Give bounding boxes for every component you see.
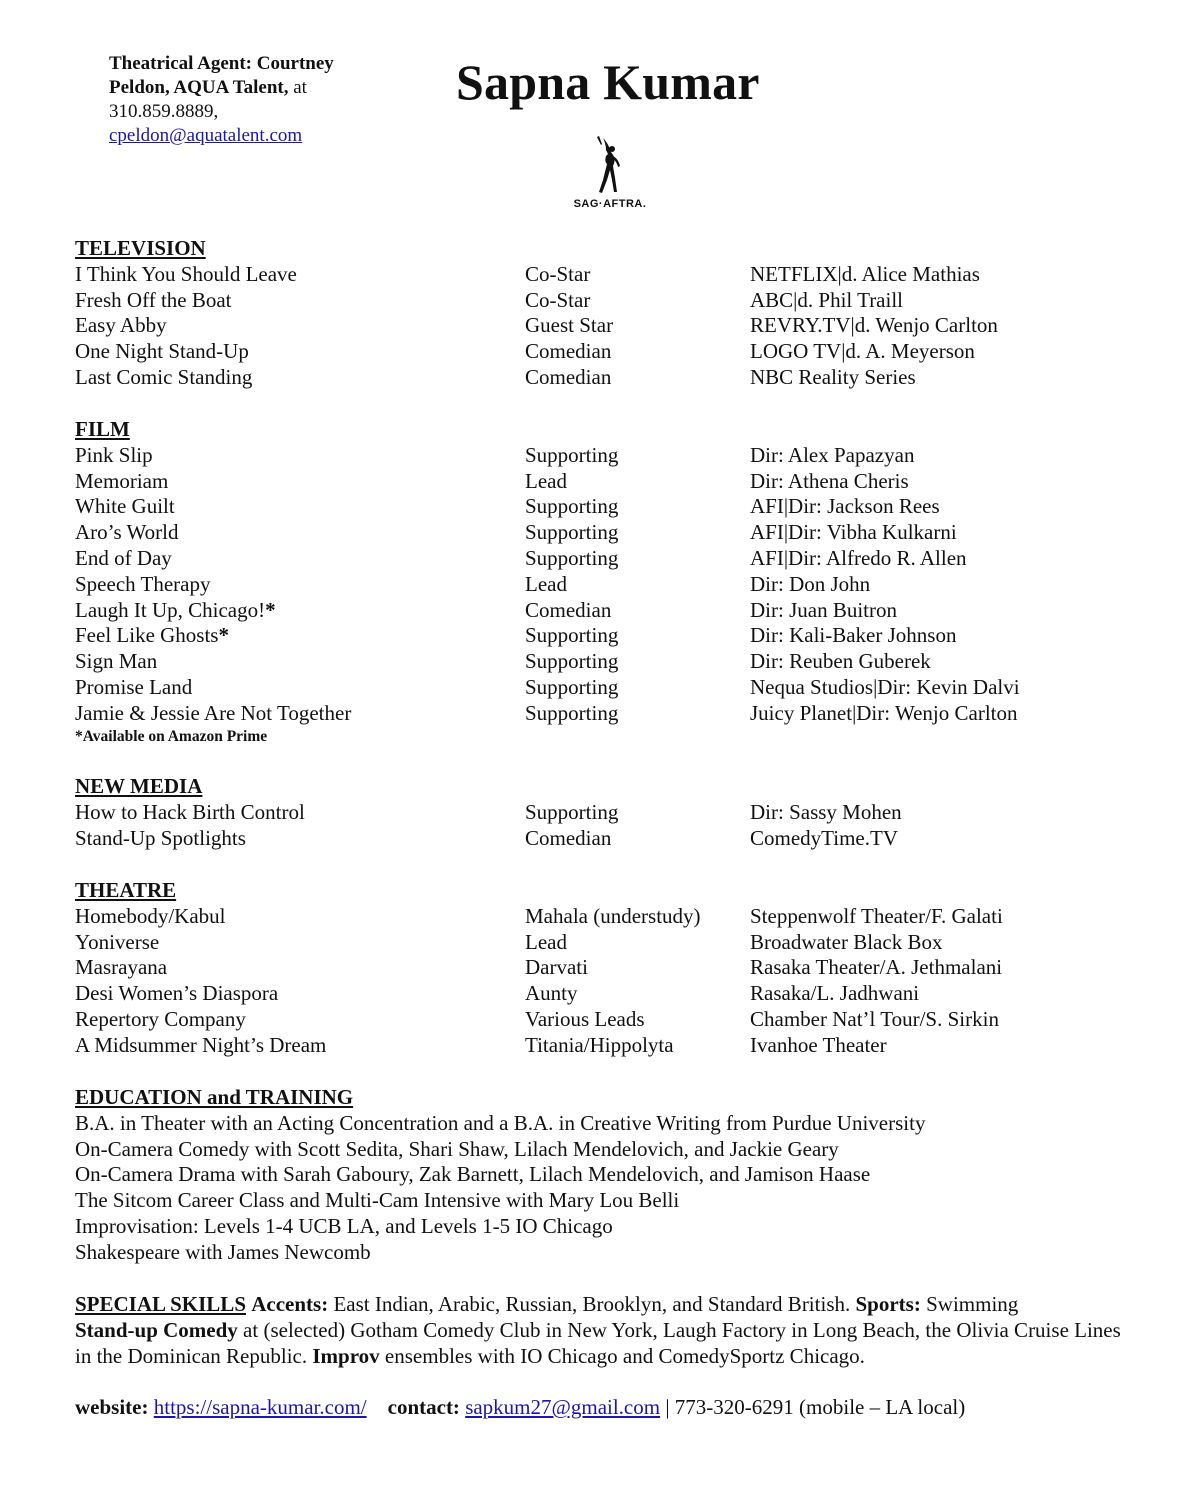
agent-line-2: Peldon, AQUA Talent,: [109, 77, 289, 98]
credit-role: Lead: [525, 571, 567, 596]
credit-title: White Guilt: [75, 494, 175, 519]
credit-title: Promise Land: [75, 674, 193, 699]
credit-network: REVRY.TV|d. Wenjo Carlton: [750, 313, 998, 338]
credit-title: Last Comic Standing: [75, 364, 253, 389]
credit-row: [75, 826, 1165, 852]
agent-line-2-rest: at: [288, 77, 307, 98]
credit-title: End of Day: [75, 545, 172, 570]
contact-footer: [75, 1394, 965, 1420]
credit-row: [75, 1007, 1165, 1033]
education-section: [75, 1085, 1165, 1266]
credit-row: [75, 701, 1165, 727]
credit-network: LOGO TV|d. A. Meyerson: [750, 339, 975, 364]
improv-text: ensembles with IO Chicago and ComedySportz Chicago.: [379, 1343, 865, 1368]
education-line: On-Camera Comedy with Scott Sedita, Shari Shaw, Lilach Mendelovich, and Jackie Geary: [75, 1136, 839, 1161]
credit-director: Dir: Don John: [750, 571, 871, 596]
education-line: Shakespeare with James Newcomb: [75, 1239, 371, 1264]
sag-aftra-figure-icon: [593, 136, 627, 196]
credit-row: [75, 598, 1165, 624]
sag-aftra-label: SAG·AFTRA.: [573, 198, 647, 210]
actor-name: Sapna Kumar: [456, 54, 760, 110]
credit-network: NBC Reality Series: [750, 364, 916, 389]
credit-row: [75, 469, 1165, 495]
sports-text: Swimming: [920, 1292, 1019, 1316]
credit-role: Lead: [525, 929, 567, 954]
credit-venue: Rasaka/L. Jadhwani: [750, 981, 920, 1006]
contact-label: contact:: [387, 1395, 460, 1419]
credit-title: A Midsummer Night’s Dream: [75, 1032, 327, 1057]
credit-title: Fresh Off the Boat: [75, 287, 232, 312]
credit-row: [75, 262, 1165, 288]
agent-line-1: Theatrical Agent: Courtney: [109, 53, 334, 74]
credit-venue: Broadwater Black Box: [750, 929, 943, 954]
credit-venue: Ivanhoe Theater: [750, 1032, 887, 1057]
television-list: [75, 262, 1165, 391]
credit-director: AFI|Dir: Jackson Rees: [750, 494, 940, 519]
credit-title: Speech Therapy: [75, 571, 211, 596]
credit-director: Dir: Reuben Guberek: [750, 649, 931, 674]
credit-row: [75, 288, 1165, 314]
education-line: The Sitcom Career Class and Multi-Cam Intensive with Mary Lou Belli: [75, 1188, 680, 1213]
credit-director: AFI|Dir: Alfredo R. Allen: [750, 545, 967, 570]
credit-role: Supporting: [525, 674, 619, 699]
credit-title: Yoniverse: [75, 929, 160, 954]
credit-venue: Steppenwolf Theater/F. Galati: [750, 903, 1003, 928]
website-label: website:: [75, 1395, 149, 1419]
credit-title: I Think You Should Leave: [75, 261, 297, 286]
agent-email-link[interactable]: cpeldon@aquatalent.com: [109, 125, 303, 146]
credit-role: Supporting: [525, 649, 619, 674]
television-section: [75, 236, 1165, 391]
credit-director: ComedyTime.TV: [750, 825, 898, 850]
credit-row: [75, 649, 1165, 675]
credit-row: [75, 443, 1165, 469]
theatre-list: [75, 904, 1165, 1059]
credit-venue: Chamber Nat’l Tour/S. Sirkin: [750, 1006, 999, 1031]
credit-title: Repertory Company: [75, 1006, 246, 1031]
credit-network: ABC|d. Phil Traill: [750, 287, 904, 312]
credit-director: AFI|Dir: Vibha Kulkarni: [750, 520, 957, 545]
credit-row: [75, 313, 1165, 339]
credit-role: Aunty: [525, 981, 578, 1006]
theatre-section: [75, 878, 1165, 1059]
credit-director: Dir: Kali-Baker Johnson: [750, 623, 957, 648]
credit-role: Supporting: [525, 700, 619, 725]
credit-role: Titania/Hippolyta: [525, 1032, 674, 1057]
credit-role: Various Leads: [525, 1006, 645, 1031]
credit-role: Lead: [525, 468, 567, 493]
credit-title: How to Hack Birth Control: [75, 799, 305, 824]
credit-venue: Rasaka Theater/A. Jethmalani: [750, 955, 1003, 980]
standup-label: Stand-up Comedy: [75, 1317, 238, 1342]
credit-title: Stand-Up Spotlights: [75, 825, 246, 850]
credit-row: [75, 520, 1165, 546]
credit-director: Juicy Planet|Dir: Wenjo Carlton: [750, 700, 1018, 725]
credit-role: Supporting: [525, 442, 619, 467]
special-skills-section: [75, 1292, 1135, 1369]
credit-row: [75, 494, 1165, 520]
agent-info: [109, 52, 379, 148]
credit-role: Supporting: [525, 494, 619, 519]
film-heading: FILM: [75, 417, 130, 441]
contact-email-link[interactable]: sapkum27@gmail.com: [465, 1395, 661, 1419]
credit-role: Supporting: [525, 799, 619, 824]
credit-role: Guest Star: [525, 313, 614, 338]
education-line: Improvisation: Levels 1-4 UCB LA, and Levels 1-5 IO Chicago: [75, 1213, 613, 1238]
credit-role: Comedian: [525, 825, 612, 850]
credit-title: Homebody/Kabul: [75, 903, 226, 928]
credit-director: Dir: Alex Papazyan: [750, 442, 915, 467]
credit-role: Comedian: [525, 364, 612, 389]
sports-label: Sports:: [855, 1292, 921, 1316]
credit-row: [75, 1033, 1165, 1059]
film-section: [75, 417, 1165, 747]
credit-title: One Night Stand-Up: [75, 339, 249, 364]
credit-title: Desi Women’s Diaspora: [75, 981, 279, 1006]
sag-aftra-logo: [560, 136, 660, 210]
credit-role: Supporting: [525, 623, 619, 648]
credit-role: Co-Star: [525, 261, 591, 286]
accents-text: East Indian, Arabic, Russian, Brooklyn, and Standard British.: [328, 1292, 856, 1316]
credit-role: Supporting: [525, 545, 619, 570]
credit-title: Sign Man: [75, 649, 158, 674]
credit-row: [75, 800, 1165, 826]
amazon-prime-note: *Available on Amazon Prime: [75, 727, 268, 745]
credit-network: NETFLIX|d. Alice Mathias: [750, 261, 980, 286]
credit-director: Nequa Studios|Dir: Kevin Dalvi: [750, 674, 1020, 699]
special-skills-heading: SPECIAL SKILLS: [75, 1292, 246, 1316]
theatre-heading: THEATRE: [75, 878, 177, 902]
credit-title: Pink Slip: [75, 442, 153, 467]
education-line: On-Camera Drama with Sarah Gaboury, Zak Barnett, Lilach Mendelovich, and Jamison Haase: [75, 1162, 871, 1187]
credit-role: Darvati: [525, 955, 588, 980]
credit-row: [75, 365, 1165, 391]
credit-row: [75, 339, 1165, 365]
accents-label: Accents:: [251, 1292, 329, 1316]
credit-row: [75, 930, 1165, 956]
credit-title: Aro’s World: [75, 520, 179, 545]
contact-phone: | 773-320-6291 (mobile – LA local): [660, 1395, 966, 1419]
education-heading: EDUCATION and TRAINING: [75, 1085, 354, 1109]
standup-text: at (selected) Gotham Comedy Club in New York, Laugh Factory in Long Beach, the Olivia Cruise Lines in the Dominican Republic.: [75, 1317, 1121, 1368]
television-heading: TELEVISION: [75, 236, 206, 260]
new-media-list: [75, 800, 1165, 852]
credit-role: Supporting: [525, 520, 619, 545]
credit-title: Memoriam: [75, 468, 169, 493]
agent-phone: 310.859.8889,: [109, 101, 219, 122]
credit-title: Laugh It Up, Chicago!*: [75, 597, 276, 622]
credit-title: Jamie & Jessie Are Not Together: [75, 700, 352, 725]
credit-row: [75, 981, 1165, 1007]
improv-label: Improv: [312, 1343, 380, 1368]
credit-role: Comedian: [525, 597, 612, 622]
credit-role: Co-Star: [525, 287, 591, 312]
website-link[interactable]: https://sapna-kumar.com/: [153, 1395, 367, 1419]
film-list: [75, 443, 1165, 727]
credit-row: [75, 623, 1165, 649]
credit-row: [75, 904, 1165, 930]
credit-title: Feel Like Ghosts*: [75, 623, 229, 648]
new-media-heading: NEW MEDIA: [75, 774, 203, 798]
credit-row: [75, 955, 1165, 981]
credit-row: [75, 675, 1165, 701]
new-media-section: [75, 774, 1165, 851]
credit-director: Dir: Athena Cheris: [750, 468, 909, 493]
credit-row: [75, 572, 1165, 598]
credit-title: Easy Abby: [75, 313, 167, 338]
education-line: B.A. in Theater with an Acting Concentration and a B.A. in Creative Writing from Purdue University: [75, 1110, 926, 1135]
credit-director: Dir: Juan Buitron: [750, 597, 897, 622]
credit-row: [75, 546, 1165, 572]
credit-director: Dir: Sassy Mohen: [750, 799, 902, 824]
credit-role: Comedian: [525, 339, 612, 364]
credit-title: Masrayana: [75, 955, 168, 980]
credit-role: Mahala (understudy): [525, 903, 701, 928]
